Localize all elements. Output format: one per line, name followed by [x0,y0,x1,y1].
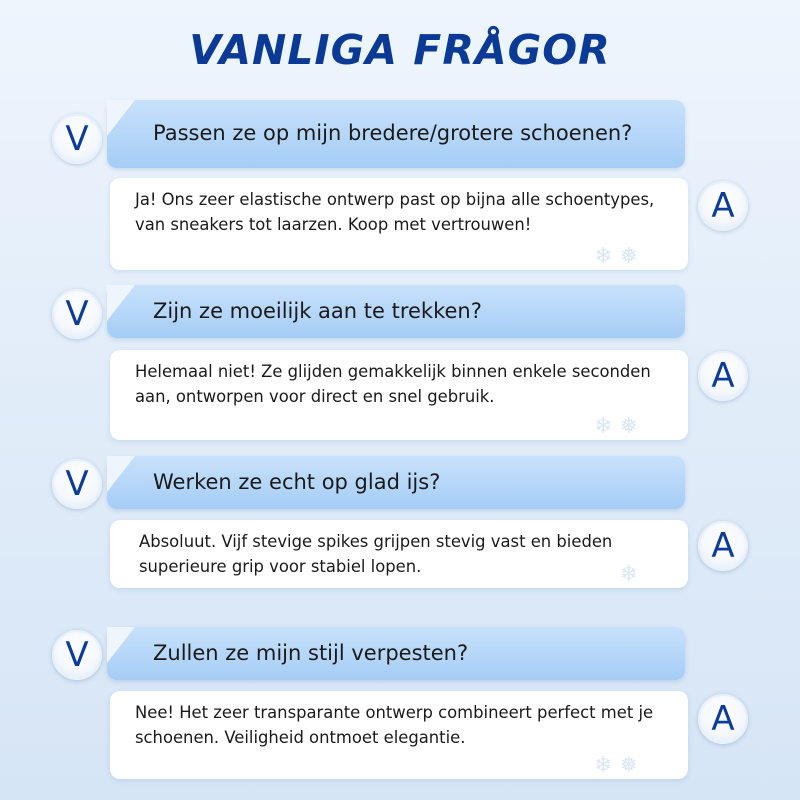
snowflake-icon: ❄ ❅ [594,244,638,269]
faq-answer-3-text: Absoluut. Vijf stevige spikes grijpen stevig vast en bieden superieure grip voor stabiel lopen. [139,532,613,576]
faq-question-2-text: Zijn ze moeilijk aan te trekken? [153,298,482,323]
answer-badge-icon: A [698,521,748,571]
page-title: VANLIGA FRÅGOR [189,26,611,74]
answer-badge-icon: A [698,694,748,744]
faq-question-4-text: Zullen ze mijn stijl verpesten? [153,640,469,665]
snowflake-icon: ❄ ❅ [594,414,638,439]
question-badge-icon: V [52,630,102,680]
question-badge-icon: V [52,114,102,164]
faq-answer-2-text: Helemaal niet! Ze glijden gemakkelijk binnen enkele seconden aan, ontworpen voor direct en snel gebruik. [135,362,651,406]
question-badge-icon: V [52,459,102,509]
faq-question-4 [107,627,685,680]
snowflake-icon: ❄ ❅ [594,753,638,778]
answer-badge-icon: A [698,181,748,231]
faq-answer-1 [110,178,688,270]
faq-answer-4-text: Nee! Het zeer transparante ontwerp combineert perfect met je schoenen. Veiligheid ontmoet elegantie. [135,703,654,747]
faq-question-1 [107,100,685,168]
question-badge-icon: V [52,289,102,339]
faq-question-2 [107,285,685,338]
faq-question-1-text: Passen ze op mijn bredere/grotere schoenen? [153,121,633,146]
faq-question-3-text: Werken ze echt op glad ijs? [153,469,441,494]
faq-answer-3 [110,520,688,588]
faq-answer-4 [110,691,688,779]
faq-answer-2 [110,350,688,440]
answer-badge-icon: A [698,351,748,401]
faq-question-3 [107,456,685,509]
snowflake-icon: ❄ [619,562,638,587]
faq-answer-1-text: Ja! Ons zeer elastische ontwerp past op bijna alle schoentypes, van sneakers tot laarzen. Koop met vertrouwen! [135,190,655,234]
